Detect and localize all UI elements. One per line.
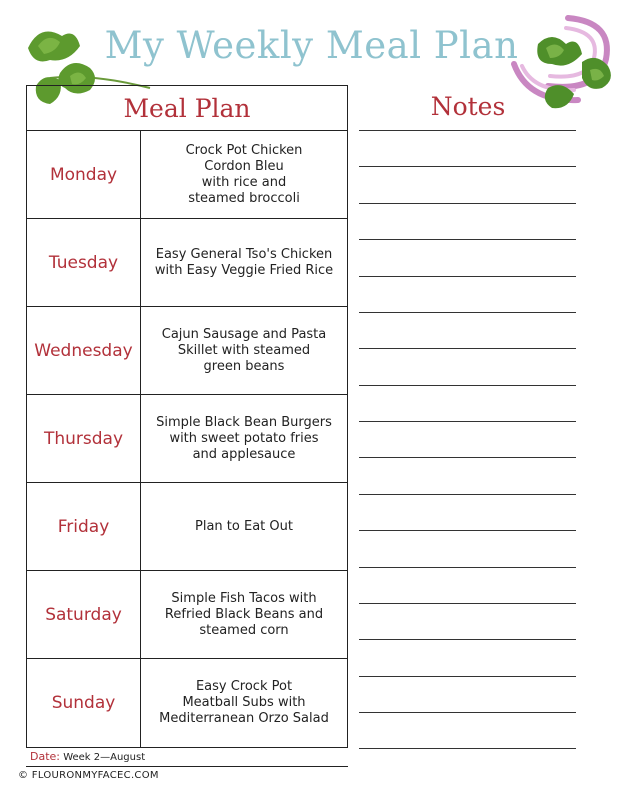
day-label: Saturday xyxy=(27,571,141,658)
day-label: Sunday xyxy=(27,659,141,747)
day-label: Monday xyxy=(27,131,141,218)
note-line[interactable] xyxy=(359,712,576,713)
note-line[interactable] xyxy=(359,312,576,313)
day-label: Friday xyxy=(27,483,141,570)
date-label: Date: xyxy=(30,750,60,763)
meal-cell[interactable]: Simple Black Bean Burgers with sweet potato fries and applesauce xyxy=(156,414,332,462)
meal-cell[interactable]: Simple Fish Tacos with Refried Black Beans and steamed corn xyxy=(164,590,324,638)
date-row xyxy=(26,750,348,767)
note-line[interactable] xyxy=(359,567,576,568)
day-row-monday xyxy=(27,131,347,219)
note-line[interactable] xyxy=(359,203,576,204)
note-line[interactable] xyxy=(359,530,576,531)
meal-plan-heading: Meal Plan xyxy=(27,86,347,131)
meal-cell[interactable]: Easy Crock Pot Meatball Subs with Mediterranean Orzo Salad xyxy=(159,679,329,726)
note-line[interactable] xyxy=(359,239,576,240)
meal-plan-table xyxy=(26,85,348,748)
day-row-tuesday xyxy=(27,219,347,307)
meal-cell[interactable]: Easy General Tso's Chicken with Easy Veggie Fried Rice xyxy=(154,246,334,278)
page-title: My Weekly Meal Plan xyxy=(104,24,519,67)
note-line[interactable] xyxy=(359,166,576,167)
meal-cell[interactable]: Cajun Sausage and Pasta Skillet with steamed green beans xyxy=(161,326,327,374)
notes-heading: Notes xyxy=(430,92,506,121)
day-label: Thursday xyxy=(27,395,141,482)
note-line[interactable] xyxy=(359,276,576,277)
copyright-footer: © FLOURONMYFACEC.COM xyxy=(18,770,159,781)
note-line[interactable] xyxy=(359,421,576,422)
day-row-saturday xyxy=(27,571,347,659)
note-line[interactable] xyxy=(359,639,576,640)
note-line[interactable] xyxy=(359,385,576,386)
note-line[interactable] xyxy=(359,130,576,131)
note-line[interactable] xyxy=(359,494,576,495)
note-line[interactable] xyxy=(359,457,576,458)
note-line[interactable] xyxy=(359,348,576,349)
day-row-wednesday xyxy=(27,307,347,395)
day-label: Wednesday xyxy=(27,307,141,394)
date-value[interactable]: Week 2—August xyxy=(63,752,146,763)
day-row-friday xyxy=(27,483,347,571)
note-line[interactable] xyxy=(359,676,576,677)
day-label: Tuesday xyxy=(27,219,141,306)
note-line[interactable] xyxy=(359,603,576,604)
meal-cell[interactable]: Plan to Eat Out xyxy=(195,518,293,534)
meal-cell[interactable]: Crock Pot Chicken Cordon Bleu with rice and steamed broccoli xyxy=(185,142,303,206)
note-line[interactable] xyxy=(359,748,576,749)
day-row-sunday xyxy=(27,659,347,747)
day-row-thursday xyxy=(27,395,347,483)
